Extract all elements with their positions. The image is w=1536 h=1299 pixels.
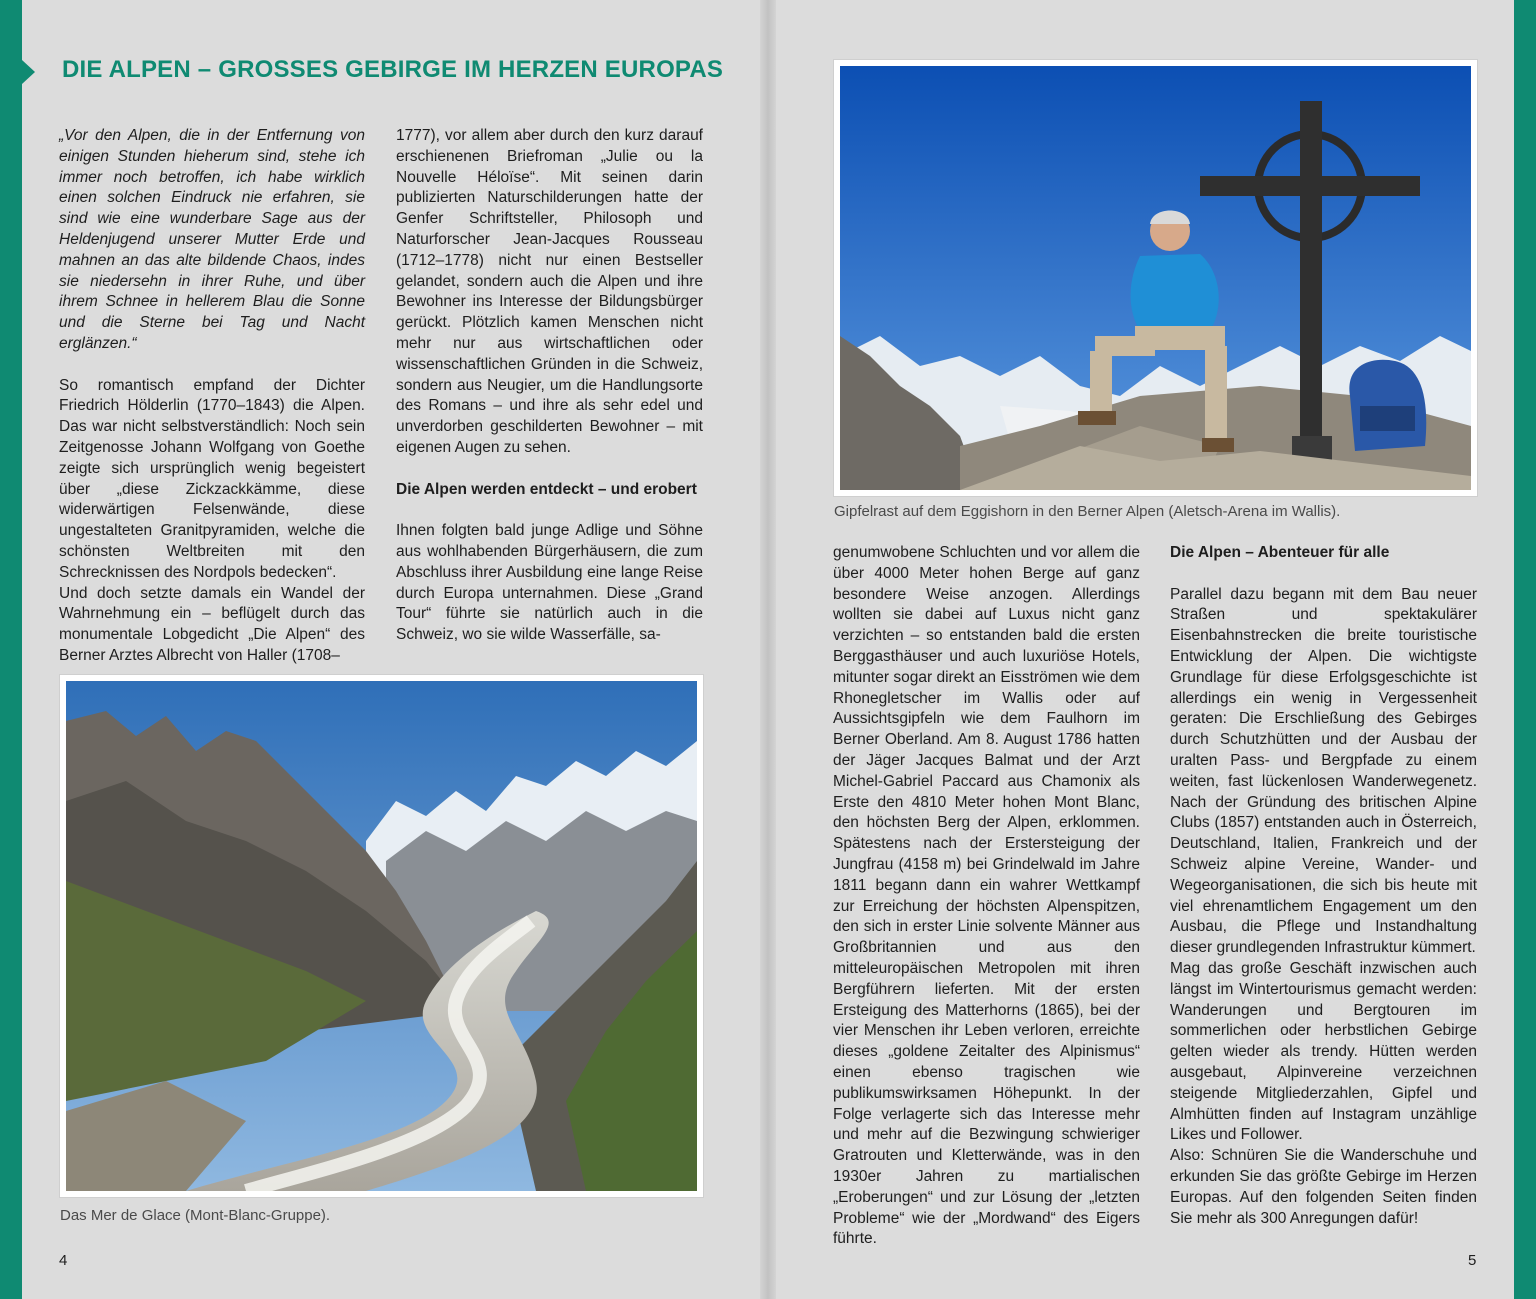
paragraph: Und doch setzte damals ein Wandel der Wahrnehmung ein – beflügelt durch das monumentale Lobgedicht „Die Alpen“ des Berner Arztes Albrecht von Haller (1708– (59, 584, 365, 664)
paragraph: Ihnen folgten bald junge Adlige und Söhne aus wohlhabenden Bürgerhäusern, die zum Abschluss ihrer Ausbildung eine lange Reise durch Europa unternahmen. Diese „Grand Tour“ führte sie natürlich auch in die Schweiz, wo sie wilde Wasserfälle, sa- (396, 522, 703, 644)
page-title: DIE ALPEN – GROSSES GEBIRGE IM HERZEN EUROPAS (62, 56, 724, 83)
text-column-2 (396, 126, 703, 646)
right-page-edge-bar (1514, 0, 1536, 1299)
page-number-right: 5 (1468, 1252, 1477, 1269)
book-spine (760, 0, 776, 1299)
section-heading: Die Alpen werden entdeckt – und erobert (396, 480, 697, 498)
photo-eggishorn-summit (834, 60, 1477, 496)
paragraph: Also: Schnüren Sie die Wanderschuhe und erkunden Sie das größte Gebirge im Herzen Europas. Auf den folgenden Seiten finden Sie mehr als 300 Anregungen dafür! (1170, 1147, 1477, 1227)
glacier-illustration (66, 681, 697, 1191)
title-arrow-icon (22, 60, 35, 84)
paragraph: Mag das große Geschäft inzwischen auch längst im Wintertourismus gemacht werden: Wanderungen und Bergtouren im sommerlichen oder herbstlichen Gebirge gelten wieder als trendy. Hütten werden ausgebaut, Alpinvereine verzeichnen steigende Mitgliederzahlen, Gipfel und Almhütten finden auf Instagram unzählige Likes und Follower. (1170, 959, 1477, 1144)
paragraph: 1777), vor allem aber durch den kurz darauf erschienenen Briefroman „Julie ou la Nouvelle Héloïse“. Mit seinen darin publizierten Naturschilderungen hatte der Genfer Schriftsteller, Philosoph und Naturforscher Jean-Jacques Rousseau (1712–1778) nicht nur einen Bestseller gelandet, sondern auch die Alpen und ihre Bewohner ins Interesse der Bildungsbürger gerückt. Plötzlich kamen Menschen nicht mehr nur aus wirtschaftlichen oder wissenschaftlichen Gründen in die Schweiz, sondern aus Neugier, um die Handlungsorte des Romans – und ihre als sehr edel und unverdorben geschilderten Bewohner – mit eigenen Augen zu sehen. (396, 127, 703, 456)
paragraph: Parallel dazu begann mit dem Bau neuer Straßen und spektakulärer Eisenbahnstrecken die breite touristische Entwicklung der Alpen. Die wichtigste Grundlage für diese Erfolgsgeschichte ist allerdings ein wenig in Vergessenheit geraten: Die Erschließung des Gebirges durch Schutzhütten und der Ausbau der uralten Pass- und Bergpfade zu einem weiten, fast lückenlosen Wanderwegenetz. Nach der Gründung des britischen Alpine Clubs (1857) entstanden auch in Österreich, Deutschland, Italien, Frankreich und der Schweiz alpine Vereine, Wander- und Wegeorganisationen, die sich bis heute mit viel ehrenamtlichem Engagement um den Ausbau, die Pflege und Instandhaltung dieser grundlegenden Infrastruktur kümmert. (1170, 585, 1477, 957)
summit-cross-illustration (840, 66, 1471, 490)
paragraph: genumwobene Schluchten und vor allem die über 4000 Meter hohen Berge auf ganz besondere Weise anzogen. Allerdings wollten sie dabei auf Luxus nicht ganz verzichten – so entstanden bald die ersten Berggasthäuser und auch luxuriöse Hotels, mitunter sogar direkt an Eisströmen wie dem Rhonegletscher im Wallis oder auf Aussichtsgipfeln wie dem Faulhorn im Berner Oberland. Am 8. August 1786 hatten der Jäger Jacques Balmat und der Arzt Michel-Gabriel Paccard aus Chamonix als Erste den 4810 Meter hohen Mont Blanc, den höchsten Berg der Alpen, erklommen. Spätestens nach der Erstersteigung der Jungfrau (4158 m) bei Grindelwald im Jahre 1811 begann dann ein wahrer Wettkampf zur Erreichung der höchsten Alpenspitzen, den sich in erster Linie solvente Männer aus Großbritannien und aus den mitteleuropäischen Metropolen mit ihren Bergführern lieferten. Mit der ersten Ersteigung des Matterhorns (1865), bei der vier Menschen ihr Leben verloren, erreichte dieses „goldene Zeitalter des Alpinismus“ einen ebenso tragischen wie publikumswirksamen Höhepunkt. In der Folge verlagerte sich das Interesse mehr und mehr auf die Bezwingung schwieriger Gratrouten und Kletterwände, was in den 1930er Jahren zu martialischen „Eroberungen“ und zur Lösung der „letzten Probleme“ wie der „Mordwand“ des Eigers führte. (833, 544, 1140, 1248)
left-page-edge-bar (0, 0, 22, 1299)
page-number-left: 4 (59, 1252, 68, 1269)
paragraph: So romantisch empfand der Dichter Friedrich Hölderlin (1770–1843) die Alpen. Das war nicht selbstverständlich: Noch sein Zeitgenosse Johann Wolfgang von Goethe zeigte sich ursprünglich wenig begeistert über „diese Zickzackkämme, diese widerwärtigen Felsenwände, diese ungestalteten Granitpyramiden, welche die schönsten Weltbreiten mit den Schrecknissen des Nordpols bedecken“. (59, 376, 365, 581)
hoelderlin-quote: „Vor den Alpen, die in der Entfernung von einigen Stunden hieherum sind, stehe ich immer noch betroffen, ich habe wirklich einen solchen Eindruck nie erfahren, sie sind wie eine wunderbare Sage aus der Heldenjugend unserer Mutter Erde und mahnen an das alte bildende Chaos, indes sie niedersehn in ihrer Ruhe, und über ihrem Schnee in hellerem Blau die Sonne und die Sterne bei Tag und Nacht erglänzen.“ (59, 127, 365, 352)
caption-right-photo: Gipfelrast auf dem Eggishorn in den Berner Alpen (Aletsch-Arena im Wallis). (834, 503, 1341, 520)
photo-mer-de-glace (60, 675, 703, 1197)
section-heading: Die Alpen – Abenteuer für alle (1170, 544, 1390, 561)
caption-left-photo: Das Mer de Glace (Mont-Blanc-Gruppe). (60, 1207, 331, 1224)
text-column-4 (1170, 543, 1477, 1229)
text-column-3 (833, 543, 1140, 1250)
text-column-1 (59, 126, 365, 667)
